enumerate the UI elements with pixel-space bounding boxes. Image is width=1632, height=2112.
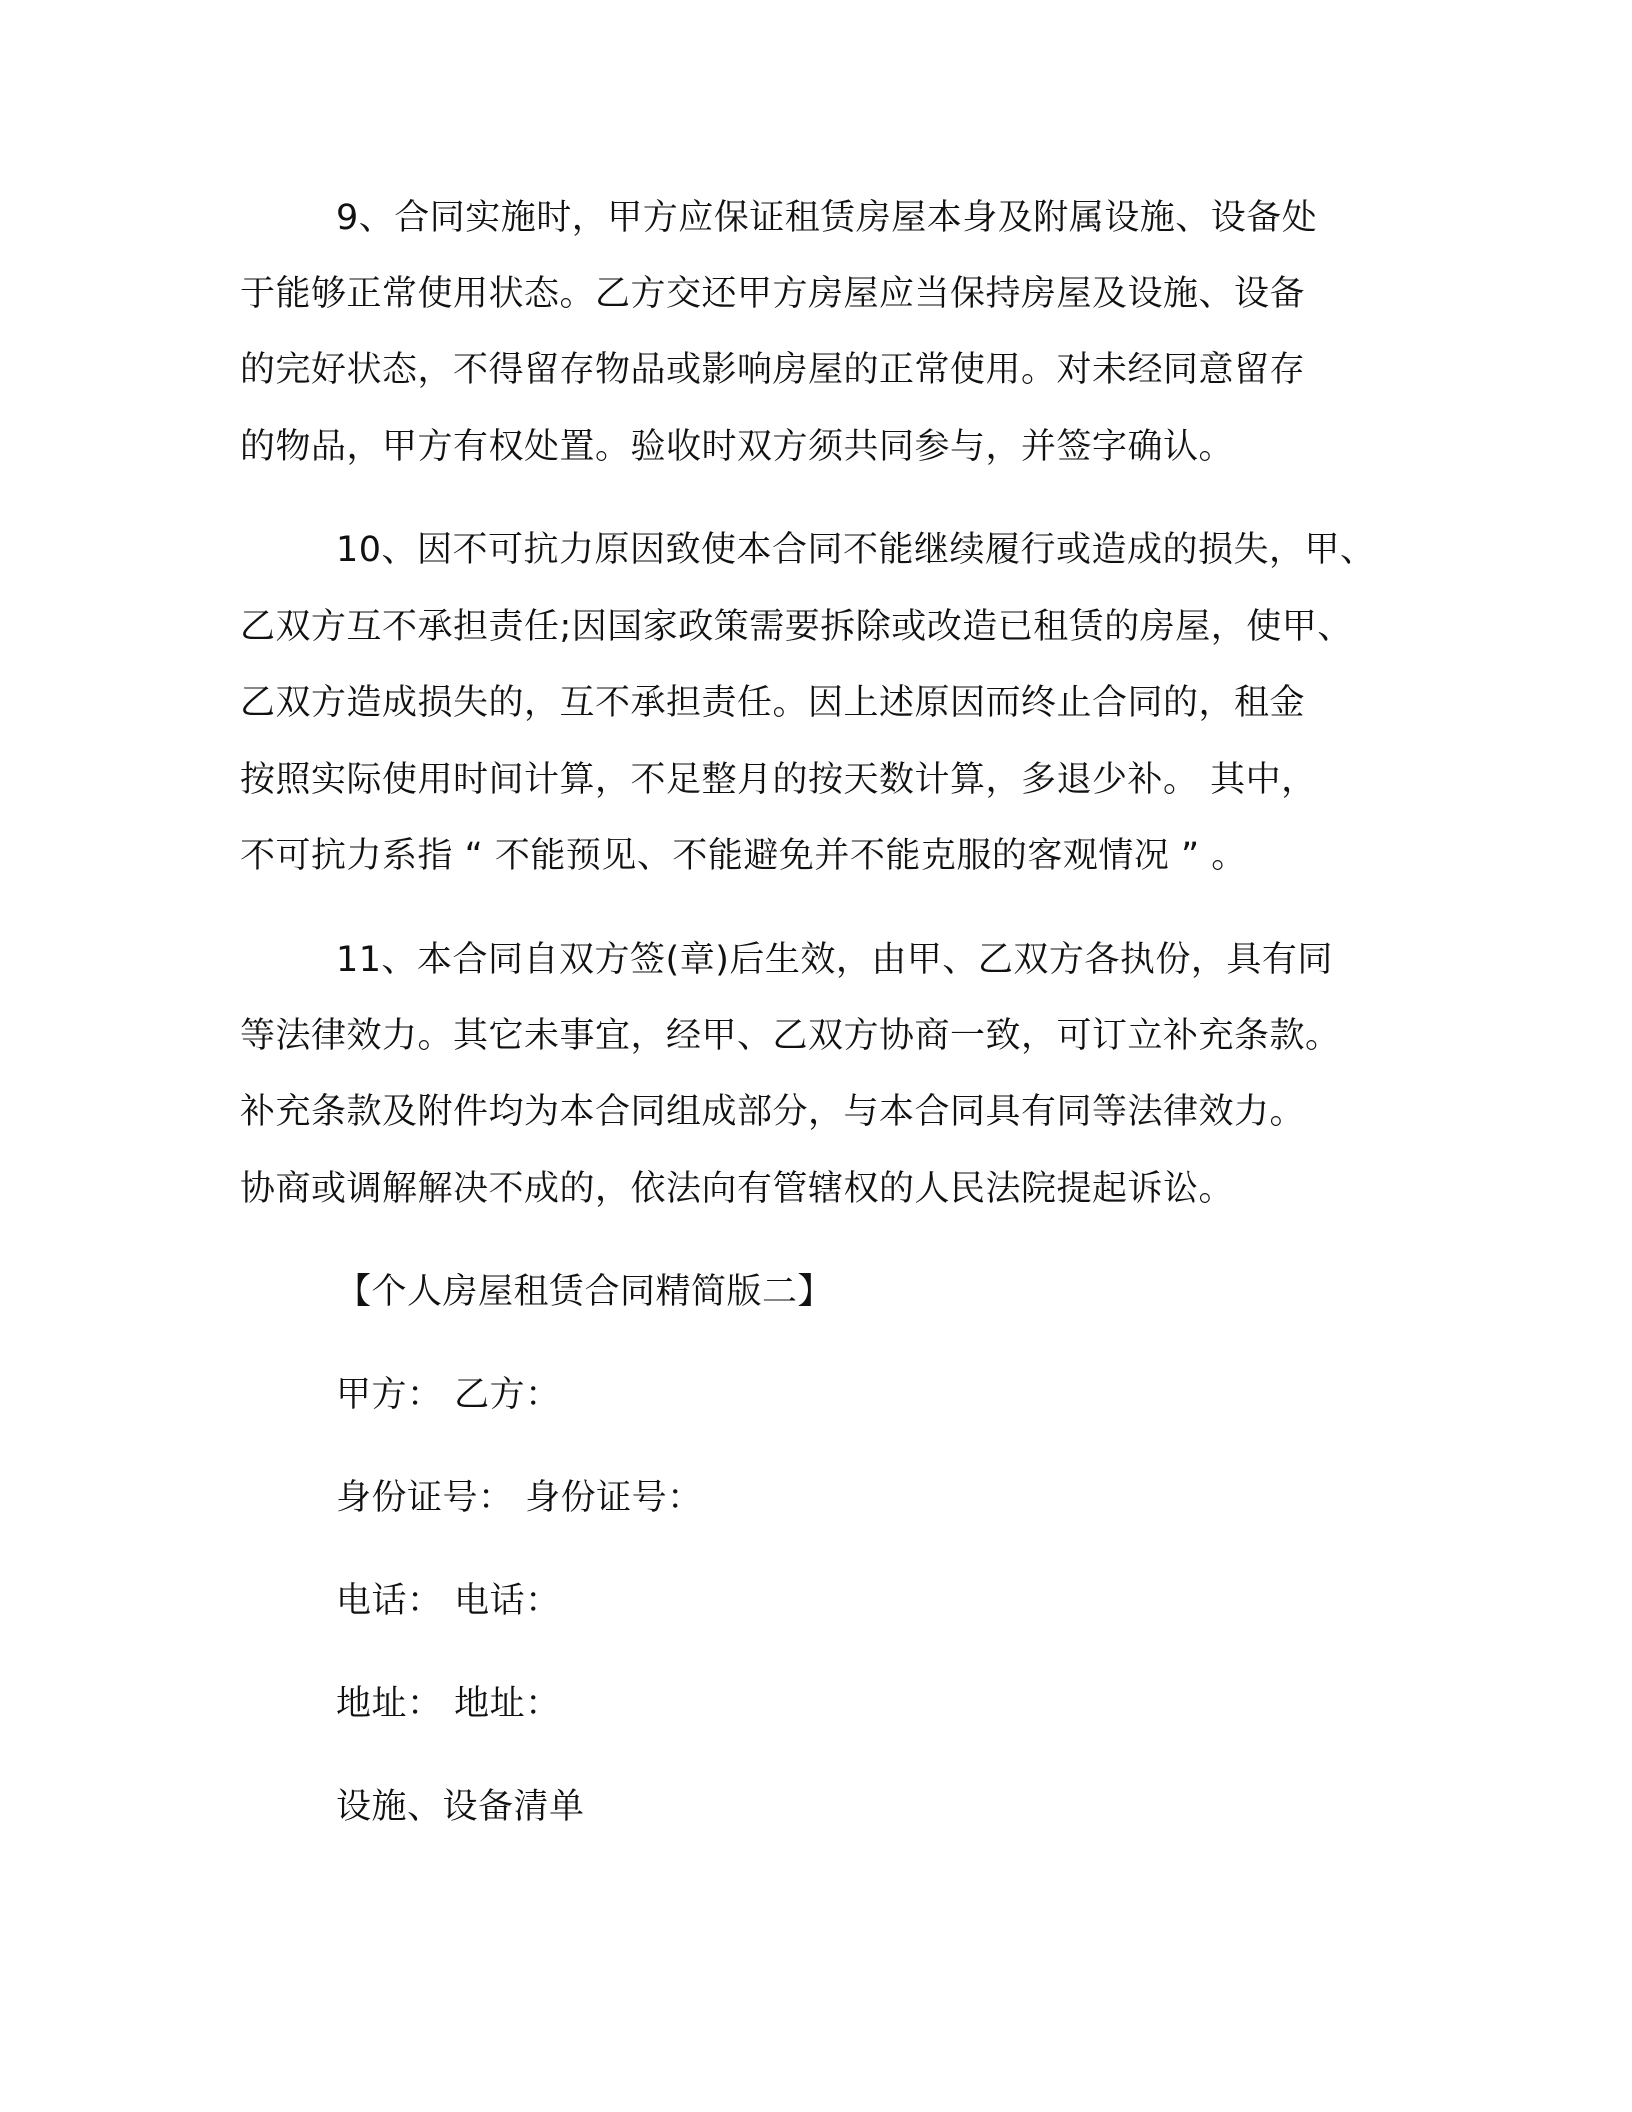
clause-11-line-2: 等法律效力。其它未事宜，经甲、乙双方协商一致，可订立补充条款。 — [240, 1016, 1341, 1056]
field-phones: 电话： 电话： — [336, 1581, 561, 1621]
clause-9-line-2: 于能够正常使用状态。乙方交还甲方房屋应当保持房屋及设施、设备 — [240, 274, 1306, 314]
clause-10-line-3: 乙双方造成损失的，互不承担责任。因上述原因而终止合同的，租金 — [240, 683, 1306, 723]
section-title: 【个人房屋租赁合同精简版二】 — [336, 1272, 834, 1312]
clause-11-line-3: 补充条款及附件均为本合同组成部分，与本合同具有同等法律效力。 — [240, 1092, 1306, 1132]
clause-10-line-5: 不可抗力系指 “ 不能预见、不能避免并不能克服的客观情况 ” 。 — [240, 836, 1247, 876]
clause-11-line-4: 协商或调解解决不成的，依法向有管辖权的人民法院提起诉讼。 — [240, 1169, 1235, 1209]
field-addresses: 地址： 地址： — [336, 1684, 561, 1724]
field-equipment-list: 设施、设备清单 — [336, 1787, 585, 1827]
clause-11-line-1: 11、本合同自双方签(章)后生效，由甲、乙双方各执份，具有同 — [336, 940, 1333, 980]
clause-10-line-2: 乙双方互不承担责任;因国家政策需要拆除或改造已租赁的房屋，使甲、 — [240, 607, 1353, 647]
clause-10-line-4: 按照实际使用时间计算，不足整月的按天数计算，多退少补。 其中， — [240, 760, 1317, 800]
clause-9-line-1: 9、合同实施时，甲方应保证租赁房屋本身及附属设施、设备处 — [336, 198, 1318, 238]
clause-9-line-3: 的完好状态，不得留存物品或影响房屋的正常使用。对未经同意留存 — [240, 350, 1306, 390]
clause-9-line-4: 的物品，甲方有权处置。验收时双方须共同参与，并签字确认。 — [240, 427, 1235, 467]
field-party-names: 甲方： 乙方： — [336, 1375, 561, 1415]
field-id-numbers: 身份证号： 身份证号： — [336, 1478, 703, 1518]
clause-10-line-1: 10、因不可抗力原因致使本合同不能继续履行或造成的损失，甲、 — [336, 530, 1376, 570]
